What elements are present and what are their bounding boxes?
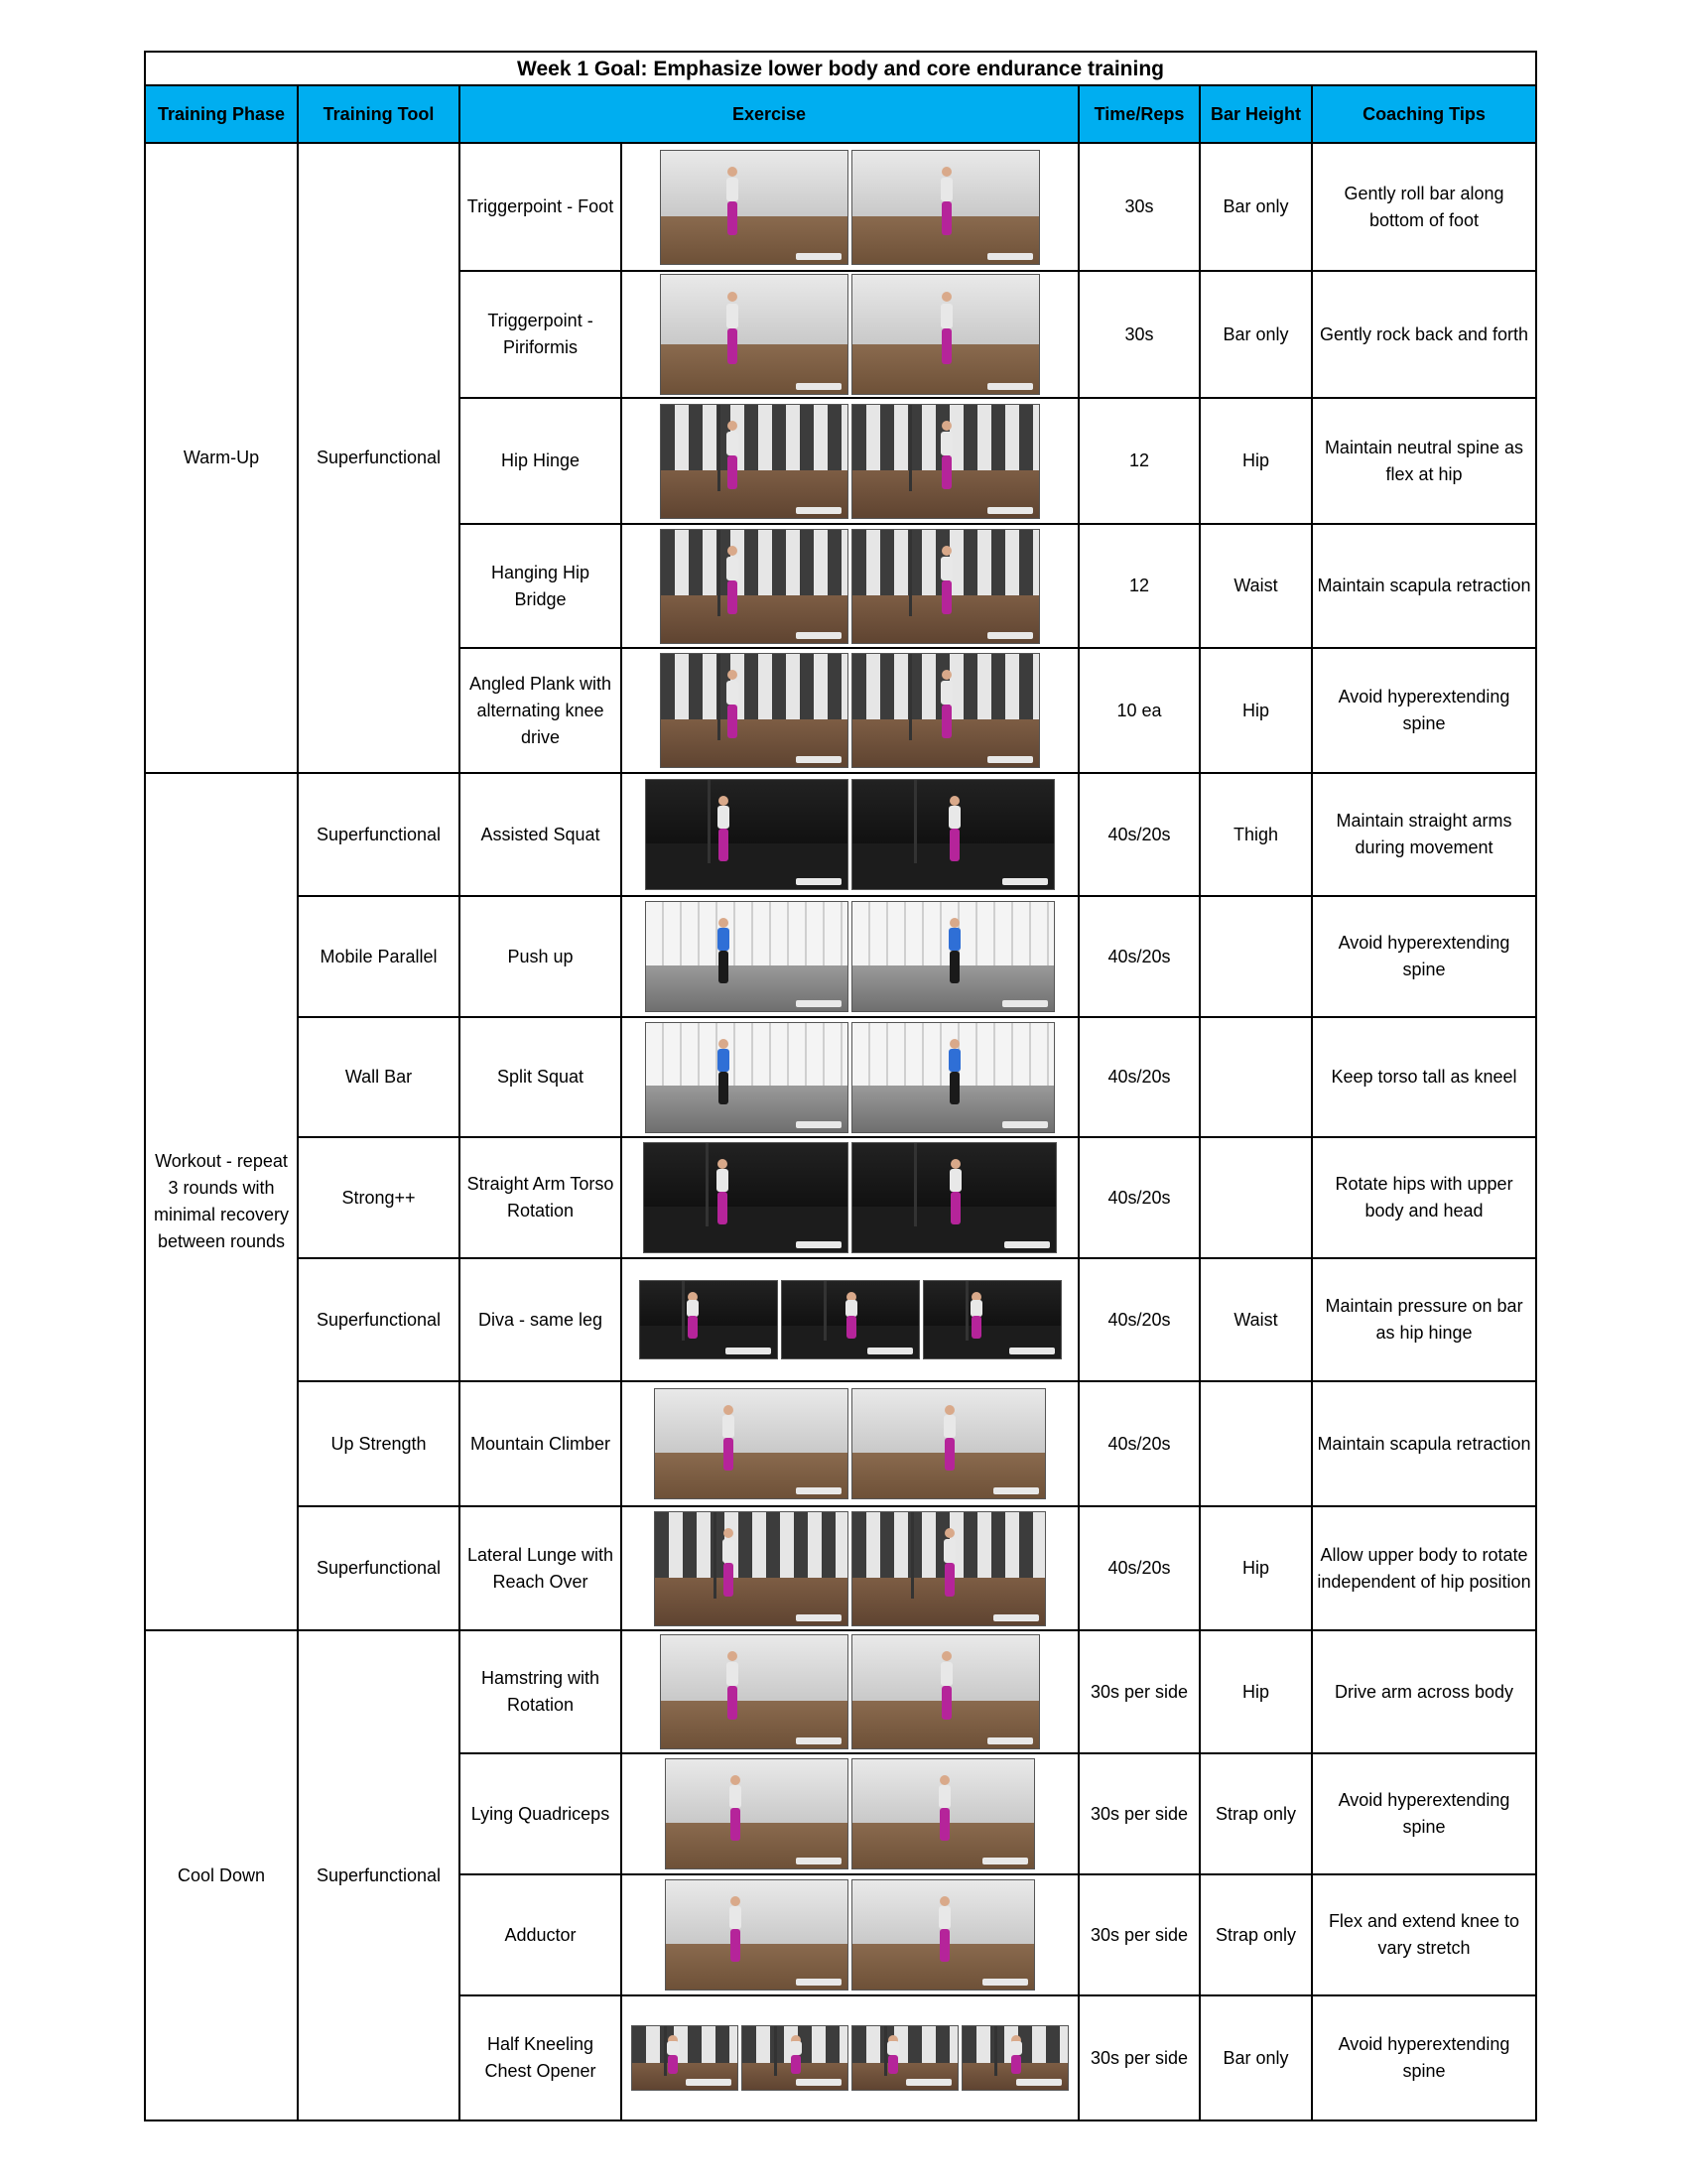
exercise-name: Adductor bbox=[459, 1874, 621, 1995]
bar-height-cell: Hip bbox=[1200, 1506, 1312, 1630]
header-training-tool: Training Tool bbox=[298, 85, 459, 143]
coaching-tip-cell: Gently roll bar along bottom of foot bbox=[1312, 143, 1536, 271]
training-tool-cell: Superfunctional bbox=[298, 773, 459, 896]
header-time-reps: Time/Reps bbox=[1079, 85, 1200, 143]
coaching-tip-cell: Maintain neutral spine as flex at hip bbox=[1312, 398, 1536, 524]
exercise-images bbox=[621, 143, 1079, 271]
exercise-photo bbox=[851, 653, 1040, 768]
exercise-images bbox=[621, 1506, 1079, 1630]
bar-height-cell bbox=[1200, 1381, 1312, 1506]
exercise-name: Lateral Lunge with Reach Over bbox=[459, 1506, 621, 1630]
bar-height-cell: Hip bbox=[1200, 648, 1312, 773]
time-reps-cell: 40s/20s bbox=[1079, 1017, 1200, 1137]
time-reps-cell: 40s/20s bbox=[1079, 1137, 1200, 1258]
table-row bbox=[145, 143, 1536, 271]
phase-warm-up: Warm-Up bbox=[145, 143, 298, 773]
coaching-tip-cell: Rotate hips with upper body and head bbox=[1312, 1137, 1536, 1258]
exercise-photo bbox=[851, 150, 1040, 265]
exercise-images bbox=[621, 1753, 1079, 1874]
tool-warm-up: Superfunctional bbox=[298, 143, 459, 773]
table-row bbox=[145, 1381, 1536, 1506]
exercise-photo bbox=[645, 901, 848, 1012]
time-reps-cell: 40s/20s bbox=[1079, 1258, 1200, 1381]
table-row bbox=[145, 1017, 1536, 1137]
exercise-photo bbox=[631, 2025, 738, 2091]
coaching-tip-cell: Avoid hyperextending spine bbox=[1312, 1995, 1536, 2120]
time-reps-cell: 40s/20s bbox=[1079, 773, 1200, 896]
training-tool-cell: Wall Bar bbox=[298, 1017, 459, 1137]
training-tool-cell: Up Strength bbox=[298, 1381, 459, 1506]
coaching-tip-cell: Maintain straight arms during movement bbox=[1312, 773, 1536, 896]
exercise-images bbox=[621, 1630, 1079, 1753]
exercise-images bbox=[621, 1137, 1079, 1258]
table-row bbox=[145, 896, 1536, 1017]
week-goal-title: Week 1 Goal: Emphasize lower body and core endurance training bbox=[145, 52, 1536, 85]
time-reps-cell: 10 ea bbox=[1079, 648, 1200, 773]
training-table bbox=[144, 51, 1537, 2121]
table-row bbox=[145, 1137, 1536, 1258]
exercise-name: Hanging Hip Bridge bbox=[459, 524, 621, 648]
exercise-name: Push up bbox=[459, 896, 621, 1017]
bar-height-cell: Bar only bbox=[1200, 143, 1312, 271]
exercise-photo bbox=[660, 404, 848, 519]
coaching-tip-cell: Maintain scapula retraction bbox=[1312, 524, 1536, 648]
exercise-images bbox=[621, 648, 1079, 773]
exercise-photo bbox=[660, 529, 848, 644]
table-row bbox=[145, 773, 1536, 896]
exercise-images bbox=[621, 1995, 1079, 2120]
training-tool-cell: Superfunctional bbox=[298, 1258, 459, 1381]
time-reps-cell: 30s per side bbox=[1079, 1995, 1200, 2120]
exercise-name: Hamstring with Rotation bbox=[459, 1630, 621, 1753]
exercise-photo bbox=[851, 529, 1040, 644]
exercise-photo bbox=[741, 2025, 848, 2091]
exercise-photo bbox=[660, 150, 848, 265]
exercise-photo bbox=[851, 274, 1040, 395]
bar-height-cell: Waist bbox=[1200, 524, 1312, 648]
coaching-tip-cell: Gently rock back and forth bbox=[1312, 271, 1536, 398]
time-reps-cell: 30s per side bbox=[1079, 1753, 1200, 1874]
exercise-photo bbox=[665, 1758, 848, 1869]
exercise-photo bbox=[851, 2025, 959, 2091]
bar-height-cell: Strap only bbox=[1200, 1753, 1312, 1874]
bar-height-cell bbox=[1200, 896, 1312, 1017]
exercise-images bbox=[621, 1874, 1079, 1995]
exercise-name: Straight Arm Torso Rotation bbox=[459, 1137, 621, 1258]
exercise-photo bbox=[851, 1511, 1046, 1626]
time-reps-cell: 30s per side bbox=[1079, 1630, 1200, 1753]
exercise-photo bbox=[851, 1142, 1057, 1253]
exercise-photo bbox=[643, 1142, 848, 1253]
time-reps-cell: 40s/20s bbox=[1079, 896, 1200, 1017]
coaching-tip-cell: Avoid hyperextending spine bbox=[1312, 648, 1536, 773]
training-tool-cell: Superfunctional bbox=[298, 1506, 459, 1630]
phase-cool-down: Cool Down bbox=[145, 1630, 298, 2120]
exercise-name: Triggerpoint - Piriformis bbox=[459, 271, 621, 398]
bar-height-cell: Bar only bbox=[1200, 271, 1312, 398]
exercise-name: Lying Quadriceps bbox=[459, 1753, 621, 1874]
time-reps-cell: 40s/20s bbox=[1079, 1381, 1200, 1506]
time-reps-cell: 30s per side bbox=[1079, 1874, 1200, 1995]
training-tool-cell: Strong++ bbox=[298, 1137, 459, 1258]
coaching-tip-cell: Maintain pressure on bar as hip hinge bbox=[1312, 1258, 1536, 1381]
exercise-name: Half Kneeling Chest Opener bbox=[459, 1995, 621, 2120]
exercise-photo bbox=[851, 1022, 1055, 1133]
exercise-photo bbox=[654, 1388, 848, 1499]
exercise-photo bbox=[962, 2025, 1069, 2091]
exercise-images bbox=[621, 1381, 1079, 1506]
table-row bbox=[145, 1258, 1536, 1381]
exercise-photo bbox=[851, 901, 1055, 1012]
exercise-name: Mountain Climber bbox=[459, 1381, 621, 1506]
exercise-images bbox=[621, 524, 1079, 648]
header-coaching-tips: Coaching Tips bbox=[1312, 85, 1536, 143]
coaching-tip-cell: Keep torso tall as kneel bbox=[1312, 1017, 1536, 1137]
exercise-photo bbox=[645, 1022, 848, 1133]
time-reps-cell: 12 bbox=[1079, 524, 1200, 648]
bar-height-cell: Bar only bbox=[1200, 1995, 1312, 2120]
coaching-tip-cell: Flex and extend knee to vary stretch bbox=[1312, 1874, 1536, 1995]
time-reps-cell: 40s/20s bbox=[1079, 1506, 1200, 1630]
header-training-phase: Training Phase bbox=[145, 85, 298, 143]
exercise-photo bbox=[851, 1879, 1035, 1991]
exercise-photo bbox=[851, 1388, 1046, 1499]
exercise-images bbox=[621, 896, 1079, 1017]
exercise-images bbox=[621, 398, 1079, 524]
exercise-photo bbox=[660, 274, 848, 395]
bar-height-cell bbox=[1200, 1017, 1312, 1137]
bar-height-cell: Waist bbox=[1200, 1258, 1312, 1381]
exercise-photo bbox=[654, 1511, 848, 1626]
exercise-photo bbox=[665, 1879, 848, 1991]
training-tool-cell: Mobile Parallel bbox=[298, 896, 459, 1017]
exercise-photo bbox=[851, 1758, 1035, 1869]
bar-height-cell: Thigh bbox=[1200, 773, 1312, 896]
bar-height-cell bbox=[1200, 1137, 1312, 1258]
exercise-name: Angled Plank with alternating knee drive bbox=[459, 648, 621, 773]
exercise-images bbox=[621, 1258, 1079, 1381]
bar-height-cell: Strap only bbox=[1200, 1874, 1312, 1995]
exercise-name: Triggerpoint - Foot bbox=[459, 143, 621, 271]
bar-height-cell: Hip bbox=[1200, 1630, 1312, 1753]
table-row bbox=[145, 1506, 1536, 1630]
exercise-images bbox=[621, 773, 1079, 896]
time-reps-cell: 30s bbox=[1079, 143, 1200, 271]
exercise-name: Diva - same leg bbox=[459, 1258, 621, 1381]
exercise-photo bbox=[660, 1634, 848, 1749]
exercise-photo bbox=[645, 779, 848, 890]
exercise-images bbox=[621, 271, 1079, 398]
table-row bbox=[145, 1630, 1536, 1753]
coaching-tip-cell: Maintain scapula retraction bbox=[1312, 1381, 1536, 1506]
header-bar-height: Bar Height bbox=[1200, 85, 1312, 143]
coaching-tip-cell: Drive arm across body bbox=[1312, 1630, 1536, 1753]
coaching-tip-cell: Avoid hyperextending spine bbox=[1312, 1753, 1536, 1874]
exercise-photo bbox=[660, 653, 848, 768]
exercise-name: Split Squat bbox=[459, 1017, 621, 1137]
bar-height-cell: Hip bbox=[1200, 398, 1312, 524]
exercise-photo bbox=[781, 1280, 920, 1359]
exercise-photo bbox=[851, 1634, 1040, 1749]
exercise-name: Hip Hinge bbox=[459, 398, 621, 524]
coaching-tip-cell: Avoid hyperextending spine bbox=[1312, 896, 1536, 1017]
time-reps-cell: 30s bbox=[1079, 271, 1200, 398]
time-reps-cell: 12 bbox=[1079, 398, 1200, 524]
exercise-images bbox=[621, 1017, 1079, 1137]
exercise-photo bbox=[851, 404, 1040, 519]
exercise-photo bbox=[851, 779, 1055, 890]
exercise-photo bbox=[639, 1280, 778, 1359]
tool-cool-down: Superfunctional bbox=[298, 1630, 459, 2120]
exercise-photo bbox=[923, 1280, 1062, 1359]
exercise-name: Assisted Squat bbox=[459, 773, 621, 896]
coaching-tip-cell: Allow upper body to rotate independent of hip position bbox=[1312, 1506, 1536, 1630]
header-exercise: Exercise bbox=[459, 85, 1079, 143]
phase-workout: Workout - repeat 3 rounds with minimal recovery between rounds bbox=[145, 773, 298, 1630]
